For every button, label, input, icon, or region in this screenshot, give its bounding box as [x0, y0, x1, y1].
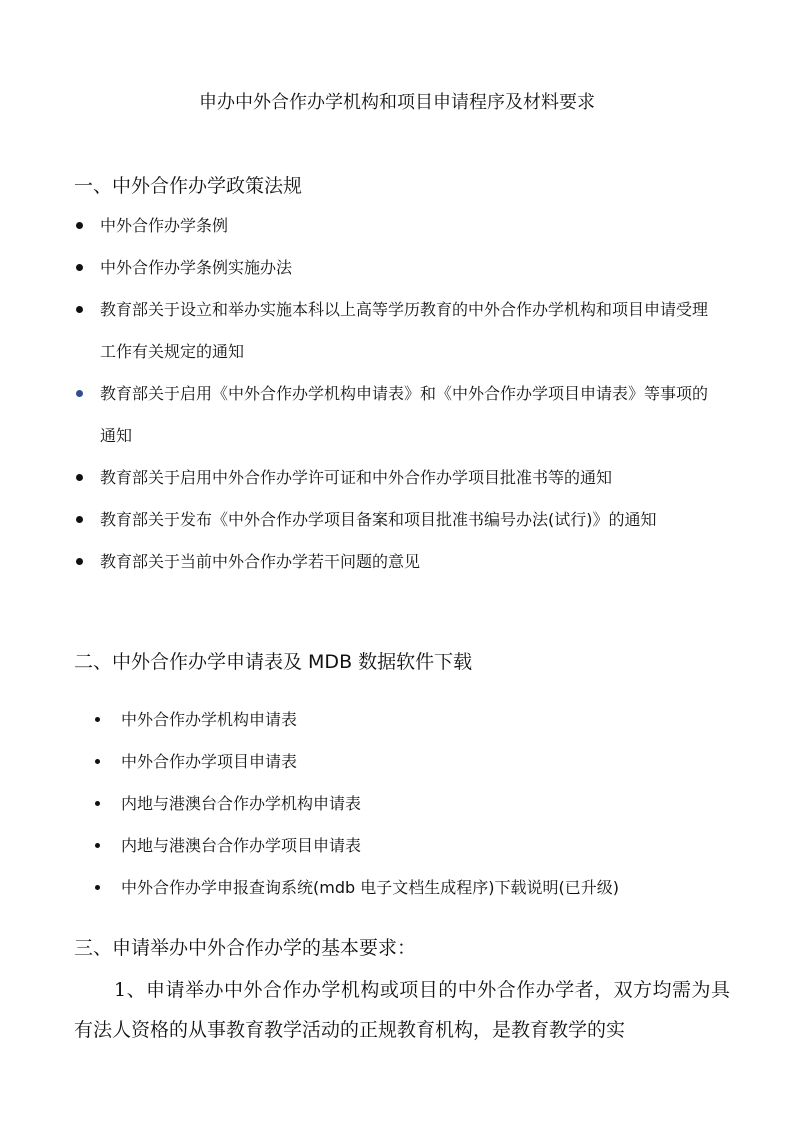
bullet-icon: [76, 558, 83, 565]
bullet-icon: [95, 885, 100, 890]
requirements-paragraph-text: 1、申请举办中外合作办学机构或项目的中外合作办学者，双方均需为具有法人资格的从事教育教学活动的正规教育机构，是教育教学的实: [74, 979, 730, 1041]
bullet-icon: [76, 516, 83, 523]
policy-link-item[interactable]: [100, 541, 720, 583]
policy-link-text[interactable]: 教育部关于发布《中外合作办学项目备案和项目批准书编号办法(试行)》的通知: [100, 510, 657, 529]
policy-link-item[interactable]: [100, 373, 720, 457]
download-link-text[interactable]: 中外合作办学申报查询系统(mdb 电子文档生成程序)下载说明(已升级): [121, 878, 619, 897]
download-link-item[interactable]: [121, 741, 721, 783]
download-link-text[interactable]: 中外合作办学项目申请表: [121, 752, 298, 771]
section-heading-policies: 一、中外合作办学政策法规: [74, 175, 303, 197]
policy-link-item[interactable]: [100, 205, 720, 247]
policy-link-text[interactable]: 教育部关于启用《中外合作办学机构申请表》和《中外合作办学项目申请表》等事项的通知: [100, 384, 709, 445]
section-heading-requirements: 三、申请举办中外合作办学的基本要求：: [74, 937, 417, 959]
download-link-item[interactable]: [121, 699, 721, 741]
policy-link-item[interactable]: [100, 289, 720, 373]
download-link-item[interactable]: [121, 783, 721, 825]
download-link-text[interactable]: 内地与港澳台合作办学项目申请表: [121, 836, 362, 855]
bullet-icon: [76, 222, 83, 229]
download-link-text[interactable]: 中外合作办学机构申请表: [121, 710, 298, 729]
policy-link-item[interactable]: [100, 457, 720, 499]
policy-link-item[interactable]: [100, 247, 720, 289]
bullet-icon: [76, 474, 83, 481]
download-link-item[interactable]: [121, 867, 721, 909]
policy-link-text[interactable]: 教育部关于设立和举办实施本科以上高等学历教育的中外合作办学机构和项目申请受理工作有关规定的通知: [100, 300, 709, 361]
bullet-icon: [76, 390, 83, 397]
policy-link-text[interactable]: 教育部关于当前中外合作办学若干问题的意见: [100, 552, 421, 571]
download-link-text[interactable]: 内地与港澳台合作办学机构申请表: [121, 794, 362, 813]
requirements-paragraph: [74, 970, 730, 1050]
policy-link-item[interactable]: [100, 499, 720, 541]
policy-link-list: [100, 205, 720, 583]
policy-link-text[interactable]: 中外合作办学条例: [100, 216, 229, 235]
bullet-icon: [76, 264, 83, 271]
bullet-icon: [95, 759, 100, 764]
bullet-icon: [95, 717, 100, 722]
download-link-list: [121, 699, 721, 909]
policy-link-text[interactable]: 教育部关于启用中外合作办学许可证和中外合作办学项目批准书等的通知: [100, 468, 613, 487]
section-heading-downloads: 二、中外合作办学申请表及 MDB 数据软件下载: [74, 651, 473, 673]
bullet-icon: [76, 306, 83, 313]
download-link-item[interactable]: [121, 825, 721, 867]
bullet-icon: [95, 801, 100, 806]
document-title: 申办中外合作办学机构和项目申请程序及材料要求: [199, 92, 595, 113]
policy-link-text[interactable]: 中外合作办学条例实施办法: [100, 258, 293, 277]
bullet-icon: [95, 843, 100, 848]
